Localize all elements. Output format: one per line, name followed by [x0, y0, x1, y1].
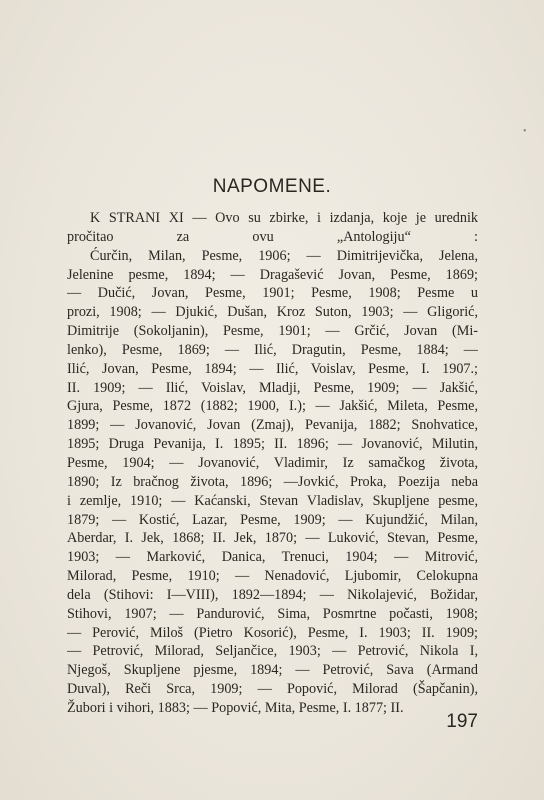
text-line: — Perović, Miloš (Pietro Kosorić), Pesme, I. 1903; II. 1909;: [67, 624, 478, 641]
text-line: 1895; Druga Pevanija, I. 1895; II. 1896; — Jovanović, Milutin,: [67, 436, 478, 453]
text-line: pročitao za ovu „Antologiju“ :: [67, 228, 478, 245]
text-line: Ćurčin, Milan, Pesme, 1906; — Dimitrijevička, Jelena,: [90, 247, 478, 264]
text-line: Ilić, Jovan, Pesme, 1894; — Ilić, Voislav, Pesme, I. 1907.;: [67, 360, 478, 377]
text-line: Njegoš, Skupljene pjesme, 1894; — Petrović, Sava (Armand: [67, 662, 478, 679]
text-line: — Petrović, Milorad, Seljančice, 1903; — Petrović, Nikola I,: [67, 643, 478, 660]
text-line: Stihovi, 1907; — Pandurović, Sima, Posmrtne počasti, 1908;: [67, 605, 478, 622]
text-line: Žubori i vihori, 1883; — Popović, Mita, Pesme, I. 1877; II.: [67, 699, 404, 716]
page-number: 197: [446, 711, 478, 732]
text-line: 1890; Iz bračnog života, 1896; —Jovkić, Proka, Poezija neba: [67, 473, 478, 490]
text-line: Gjura, Pesme, 1872 (1882; 1900, I.); — Jakšić, Mileta, Pesme,: [67, 398, 478, 415]
text-line: i zemlje, 1910; — Kaćanski, Stevan Vladislav, Skupljene pesme,: [67, 492, 478, 509]
text-line: Dimitrije (Sokoljanin), Pesme, 1901; — Grčić, Jovan (Mi-: [67, 323, 478, 340]
page-title: NAPOMENE.: [212, 176, 332, 197]
text-line: lenko), Pesme, 1869; — Ilić, Dragutin, Pesme, 1884; —: [67, 341, 478, 358]
text-line: 1879; — Kostić, Lazar, Pesme, 1909; — Kujundžić, Milan,: [67, 511, 478, 528]
page-mark: •: [523, 126, 527, 137]
text-line: Milorad, Pesme, 1910; — Nenadović, Ljubomir, Celokupna: [67, 568, 478, 585]
text-line: 1903; — Marković, Danica, Trenuci, 1904; — Mitrović,: [67, 549, 478, 566]
text-line: Jelenine pesme, 1894; — Dragašević Jovan, Pesme, 1869;: [67, 266, 478, 283]
notes-text: [67, 209, 478, 718]
text-line: Aberdar, I. Jek, 1868; II. Jek, 1870; — Luković, Stevan, Pesme,: [67, 530, 478, 547]
text-line: Duval), Reči Srca, 1909; — Popović, Milorad (Šapčanin),: [67, 681, 478, 698]
text-line: — Dučić, Jovan, Pesme, 1901; Pesme, 1908; Pesme u: [67, 285, 478, 302]
text-line: Pesme, 1904; — Jovanović, Vladimir, Iz samačkog života,: [67, 454, 478, 471]
text-line: prozi, 1908; — Djukić, Dušan, Kroz Suton, 1903; — Gligorić,: [67, 304, 478, 321]
text-line: K STRANI XI — Ovo su zbirke, i izdanja, koje je urednik: [90, 210, 478, 226]
text-line: 1899; — Jovanović, Jovan (Zmaj), Pevanija, 1882; Snohvatice,: [67, 417, 478, 434]
text-line: II. 1909; — Ilić, Voislav, Mladji, Pesme, 1909; — Jakšić,: [67, 379, 478, 396]
text-line: dela (Stihovi: I—VIII), 1892—1894; — Nikolajević, Božidar,: [67, 586, 478, 603]
